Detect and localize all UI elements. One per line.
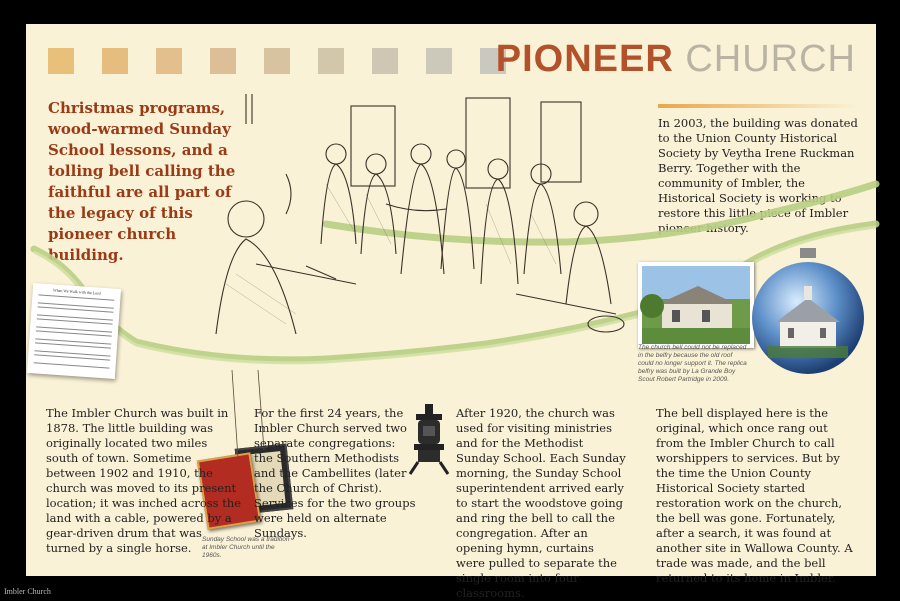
congregation-sketch-illustration xyxy=(186,84,626,344)
congregations-text: For the first 24 years, the Imbler Church served two separate congregations: the Southern Methodists and the Cambellites (later the Church of Christ). Services for the two groups were held on alternate Sundays. xyxy=(254,406,416,540)
hymn-sheet-image xyxy=(27,283,121,379)
title-word-church: CHURCH xyxy=(685,38,856,80)
title-word-pioneer: PIONEER xyxy=(495,38,674,80)
church-ornament-image xyxy=(748,246,868,376)
footer-caption: Imbler Church xyxy=(4,587,51,596)
donation-text: In 2003, the building was donated to the Union County Historical Society by Veytha Irene Ruckman Berry. Together with the community of Imbler, the Historical Society is working to restore this little piece of Imbler pioneer history. xyxy=(658,116,858,235)
church-photo xyxy=(638,262,754,348)
sunday-school-caption: Sunday School was a tradition at Imbler Church until the 1960s. xyxy=(202,536,290,559)
belfry-caption: The church bell could not be replaced in the belfry because the old roof could no longer support it. The replica belfry was built by La Grande Boy Scout Robert Partridge in 2009. xyxy=(638,344,747,383)
intro-text: Christmas programs, wood-warmed Sunday School lessons, and a tolling bell calling the faithful are all part of the legacy of this pioneer church building. xyxy=(48,99,236,264)
history-built-text: The Imbler Church was built in 1878. The little building was originally located two miles south of town. Sometime between 1902 and 1910, the church was moved to its present location; it was inched across the land with a cable, powered by a gear-driven drum that was turned by a single horse. xyxy=(46,406,242,555)
sunday-school-text: After 1920, the church was used for visiting ministries and for the Methodist Sunday School. Each Sunday morning, the Sunday School superintendent arrived early to start the woodstove going and ring the bell to call the congregation. After an opening hymn, curtains were pulled to separate the single room into four classrooms. xyxy=(456,406,626,600)
interpretive-panel xyxy=(26,24,876,600)
hymn-sheet-title: When We Walk with the Lord xyxy=(52,287,101,296)
bell-text: The bell displayed here is the original, which once rang out from the Imbler Church to call worshippers to services. But by the time the Union County Historical Society started restoration work on the church, the bell was gone. Fortunately, after a search, it was found at another site in Wallowa County. A trade was made, and the bell returned to its home in Imbler. xyxy=(656,406,853,585)
